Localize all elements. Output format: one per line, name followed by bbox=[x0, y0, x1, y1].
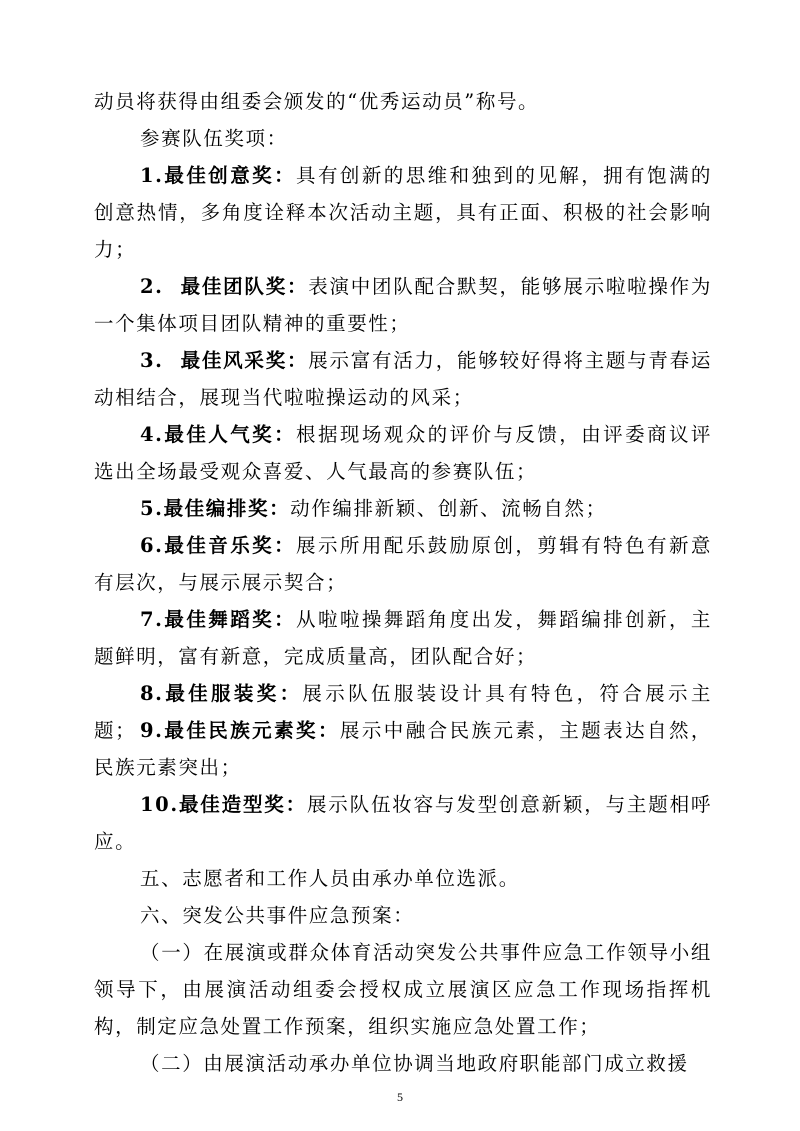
award-2 bbox=[94, 268, 712, 342]
award-9-desc: 展示中融合民族元素，主题表达自然，民族元素突出； bbox=[94, 719, 712, 779]
award-3 bbox=[94, 342, 712, 416]
award-7-title: 最佳舞蹈奖： bbox=[163, 608, 297, 631]
page-number: 5 bbox=[397, 1090, 403, 1104]
section-6-item-1: （一）在展演或群众体育活动突发公共事件应急工作领导小组领导下，由展演活动组委会授权成立展演区应急工作现场指挥机构，制定应急处置工作预案，组织实施应急处置工作； bbox=[94, 941, 712, 1038]
award-10-desc: 展示队伍妆容与发型创意新颖，与主题相呼应。 bbox=[94, 793, 712, 853]
award-1-number: 1. bbox=[140, 164, 164, 187]
award-4 bbox=[94, 416, 712, 490]
award-9-number: 9. bbox=[140, 719, 164, 742]
section-6-item-2: （二）由展演活动承办单位协调当地政府职能部门成立救援 bbox=[140, 1052, 689, 1075]
award-5-number: 5. bbox=[140, 497, 164, 520]
section-6-heading: 六、突发公共事件应急预案： bbox=[140, 904, 415, 927]
award-3-title: 最佳风采奖： bbox=[180, 349, 309, 372]
award-6-number: 6. bbox=[140, 534, 164, 557]
award-1 bbox=[94, 157, 712, 268]
award-5-title: 最佳编排奖： bbox=[163, 497, 291, 520]
award-1-desc: 具有创新的思维和独到的见解，拥有饱满的创意热情，多角度诠释本次活动主题，具有正面、积极的社会影响力； bbox=[94, 164, 712, 261]
award-10-title: 最佳造型奖： bbox=[178, 793, 307, 816]
award-1-title: 最佳创意奖： bbox=[163, 164, 297, 187]
award-2-number: 2. bbox=[140, 275, 181, 298]
team-awards-heading: 参赛队伍奖项： bbox=[140, 127, 288, 150]
award-6-desc: 展示所用配乐鼓励原创，剪辑有特色有新意有层次，与展示展示契合； bbox=[94, 534, 712, 594]
award-6-title: 最佳音乐奖： bbox=[163, 534, 297, 557]
award-7-number: 7. bbox=[140, 608, 164, 631]
award-5-desc: 动作编排新颖、创新、流畅自然； bbox=[290, 497, 607, 520]
award-10-number: 10. bbox=[140, 793, 179, 816]
continuation-text: 动员将获得由组委会颁发的“优秀运动员”称号。 bbox=[94, 90, 540, 113]
award-4-number: 4. bbox=[140, 423, 164, 446]
award-8-number: 8. bbox=[140, 682, 164, 705]
award-6 bbox=[94, 527, 712, 601]
award-9-title: 最佳民族元素奖： bbox=[163, 719, 340, 742]
award-4-desc: 根据现场观众的评价与反馈，由评委商议评选出全场最受观众喜爱、人气最高的参赛队伍； bbox=[94, 423, 712, 483]
award-3-number: 3. bbox=[140, 349, 181, 372]
award-3-desc: 展示富有活力，能够较好得将主题与青春运动相结合，展现当代啦啦操运动的风采； bbox=[94, 349, 712, 409]
award-7-desc: 从啦啦操舞蹈角度出发，舞蹈编排创新，主题鲜明，富有新意，完成质量高，团队配合好； bbox=[94, 608, 712, 668]
award-9 bbox=[94, 712, 712, 786]
award-2-title: 最佳团队奖： bbox=[180, 275, 309, 298]
award-4-title: 最佳人气奖： bbox=[163, 423, 297, 446]
award-8-desc: 展示队伍服装设计具有特色，符合展示主题； bbox=[94, 682, 712, 742]
award-7 bbox=[94, 601, 712, 675]
section-5: 五、志愿者和工作人员由承办单位选派。 bbox=[140, 867, 520, 890]
award-5 bbox=[94, 490, 712, 527]
award-8-title: 最佳服装奖： bbox=[163, 682, 303, 705]
award-10 bbox=[94, 786, 712, 860]
award-2-desc: 表演中团队配合默契，能够展示啦啦操作为一个集体项目团队精神的重要性； bbox=[94, 275, 712, 335]
